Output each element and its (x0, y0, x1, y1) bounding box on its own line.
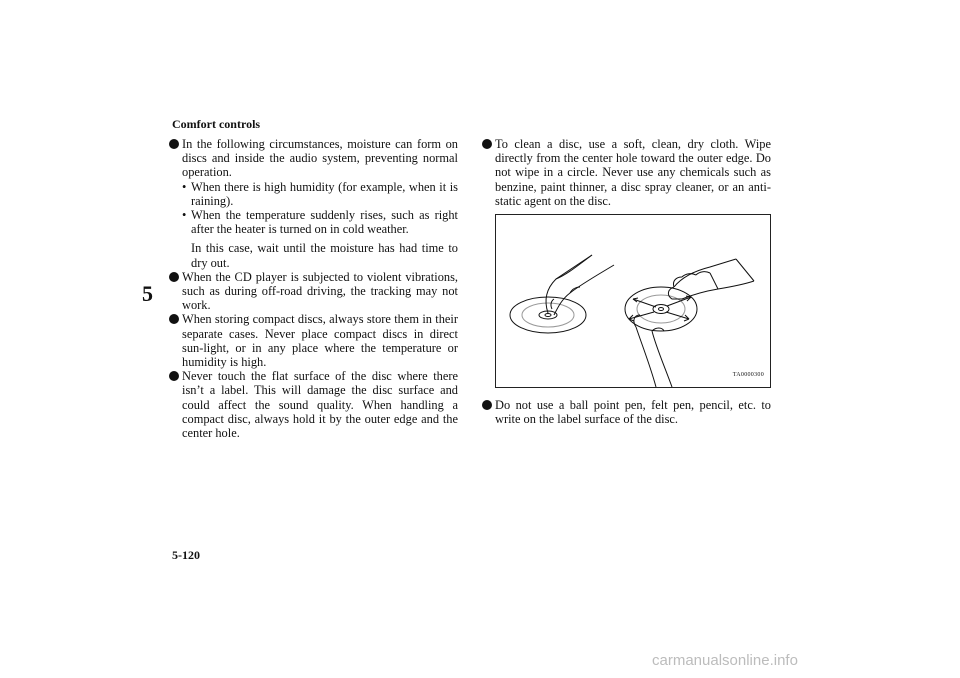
sub-bullet-mark: • (182, 208, 187, 223)
moisture-note: In this case, wait until the moisture has had time to dry out. (191, 241, 458, 270)
bullet-text: Never touch the flat surface of the disc where there isn’t a label. This will damage the disc surface and could affect the sound quality. When handling a compact disc, always hold it by the outer edge and the center hole. (182, 369, 458, 441)
sub-item-text: When there is high humidity (for example, when it is raining). (191, 179, 458, 208)
page-header: Comfort controls (172, 117, 261, 131)
sub-item-humidity (182, 180, 458, 208)
right-column (495, 137, 771, 426)
bullet-text: In the following circumstances, moisture can form on discs and inside the audio system, preventing normal operation. (182, 137, 458, 180)
bullet-text: When the CD player is subjected to violent vibrations, such as during off-road driving, the tracking may not work. (182, 269, 458, 313)
bullet-dot-icon (169, 371, 179, 381)
figure-code: TA0000300 (732, 371, 764, 378)
bullet-storage (182, 312, 458, 369)
sub-bullet-mark: • (182, 179, 187, 194)
page-number: 5-120 (172, 548, 200, 562)
bullet-dot-icon (169, 139, 179, 149)
disc-illustration-graphic (496, 215, 770, 387)
bullet-dot-icon (169, 272, 179, 282)
bullet-dot-icon (482, 139, 492, 149)
bullet-handling (182, 369, 458, 440)
disc-handling-illustration (495, 214, 771, 388)
bullet-vibration (182, 270, 458, 313)
sub-item-text: When the temperature suddenly rises, such as right after the heater is turned on in cold weather. (191, 208, 458, 237)
bullet-moisture (182, 137, 458, 180)
bullet-dot-icon (169, 314, 179, 324)
bullet-text: To clean a disc, use a soft, clean, dry cloth. Wipe directly from the center hole toward the outer edge. Do not wipe in a circle. Never use any chemicals such as benzine, paint thinner, a disc spray cleaner, or an anti-static agent on the disc. (495, 137, 771, 208)
bullet-dot-icon (482, 400, 492, 410)
bullet-writing (495, 398, 771, 426)
sub-item-temperature (182, 208, 458, 236)
chapter-number: 5 (142, 281, 153, 306)
left-column (182, 137, 458, 440)
bullet-cleaning (495, 137, 771, 208)
bullet-text: When storing compact discs, always store them in their separate cases. Never place compact discs in direct sun-light, or in any place where the temperature or humidity is high. (182, 312, 458, 370)
footer-watermark[interactable]: carmanualsonline.info (652, 652, 798, 669)
bullet-text: Do not use a ball point pen, felt pen, pencil, etc. to write on the label surface of the disc. (495, 398, 771, 427)
